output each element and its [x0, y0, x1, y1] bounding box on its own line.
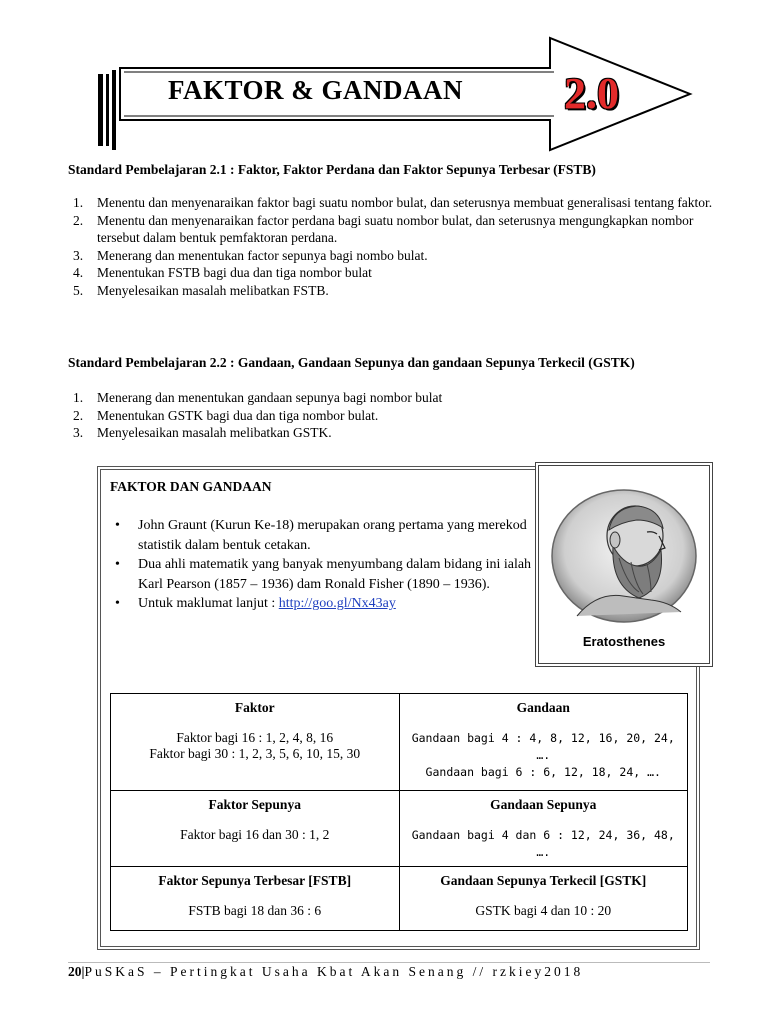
item-number: 5. — [73, 282, 84, 298]
cell-line: Faktor bagi 30 : 1, 2, 3, 5, 6, 10, 15, 30 — [149, 746, 361, 761]
cell-heading: Gandaan Sepunya Terkecil [GSTK] — [440, 873, 647, 888]
more-info-link[interactable]: http://goo.gl/Nx43ay — [278, 596, 396, 611]
list-item — [68, 282, 718, 300]
cell-line: GSTK bagi 4 dan 10 : 20 — [475, 903, 612, 918]
table-cell — [399, 867, 688, 931]
cell-line: Gandaan bagi 4 : 4, 8, 12, 16, 20, 24, …. — [411, 731, 675, 762]
list-item — [68, 194, 718, 212]
portrait-caption: Eratosthenes — [582, 634, 666, 649]
list-item — [68, 264, 718, 282]
item-number: 1. — [73, 195, 84, 210]
list-item — [68, 407, 718, 425]
item-text: Menentu dan menyenaraikan faktor bagi suatu nombor bulat, dan seterusnya membuat generalisasi tentang faktor. — [97, 195, 713, 210]
cell-line: Faktor bagi 16 dan 30 : 1, 2 — [180, 827, 330, 842]
footer-divider — [68, 962, 710, 963]
list-item — [112, 594, 532, 614]
bullet: • — [115, 557, 120, 572]
cell-line: Faktor bagi 16 : 1, 2, 4, 8, 16 — [176, 730, 334, 745]
portrait-frame — [535, 462, 713, 667]
item-text: Menerang dan menentukan factor sepunya bagi nombo bulat. — [97, 247, 428, 263]
sp2-heading: Standard Pembelajaran 2.2 : Gandaan, Gandaan Sepunya dan gandaan Sepunya Terkecil (GSTK) — [68, 355, 635, 370]
chapter-banner — [88, 32, 708, 152]
item-text: Menentu dan menyenaraikan factor perdana bagi suatu nombor bulat, dan seterusnya mengungkapkan nombor tersebut dalam bentuk pemfaktoran perdana. — [97, 212, 694, 245]
cell-heading: Faktor Sepunya — [208, 797, 301, 812]
list-item — [68, 247, 718, 265]
bullet: • — [115, 518, 120, 533]
item-text: Menentukan FSTB bagi dua dan tiga nombor bulat — [97, 265, 372, 280]
sp1-heading: Standard Pembelajaran 2.1 : Faktor, Faktor Perdana dan Faktor Sepunya Terbesar (FSTB) — [68, 162, 596, 177]
footer-separator: | — [81, 964, 85, 979]
item-text: Menentukan GSTK bagi dua dan tiga nombor bulat. — [97, 407, 379, 423]
facts-list — [112, 516, 532, 614]
fact-text: Dua ahli matematik yang banyak menyumbang dalam bidang ini ialah Karl Pearson (1857 – 1936) dam Ronald Fisher (1890 – 1936). — [138, 557, 532, 592]
list-item — [112, 516, 532, 555]
footer-text: PuSKaS – Pertingkat Usaha Kbat Akan Senang // rzkiey2018 — [84, 964, 584, 979]
table-cell — [399, 694, 688, 791]
bullet: • — [115, 596, 120, 611]
table-row — [111, 791, 688, 867]
list-item — [68, 389, 718, 407]
factor-multiple-table — [110, 693, 688, 931]
item-text: Menerang dan menentukan gandaan sepunya bagi nombor bulat — [97, 390, 443, 405]
table-row — [111, 867, 688, 931]
cell-line: FSTB bagi 18 dan 36 : 6 — [188, 903, 322, 918]
cell-line: Gandaan bagi 6 : 6, 12, 18, 24, …. — [425, 765, 661, 779]
item-number: 3. — [73, 425, 84, 440]
list-item — [68, 424, 718, 442]
page-footer — [68, 964, 583, 980]
item-number: 3. — [73, 247, 84, 263]
item-number: 1. — [73, 390, 84, 405]
item-number: 2. — [73, 407, 84, 423]
table-cell — [399, 791, 688, 867]
page-number: 20 — [68, 964, 82, 979]
eratosthenes-portrait-image — [547, 488, 701, 628]
table-cell — [111, 791, 400, 867]
cell-heading: Faktor — [234, 700, 275, 715]
cell-heading: Gandaan — [516, 700, 570, 715]
item-number: 2. — [73, 212, 84, 228]
cell-heading: Gandaan Sepunya — [490, 797, 597, 812]
info-box-title: FAKTOR DAN GANDAAN — [110, 479, 272, 494]
item-number: 4. — [73, 265, 84, 280]
sp2-list — [68, 389, 718, 442]
table-cell — [111, 694, 400, 791]
item-text: Menyelesaikan masalah melibatkan FSTB. — [97, 282, 329, 298]
table-row — [111, 694, 688, 791]
list-item — [68, 212, 718, 247]
cell-line: Gandaan bagi 4 dan 6 : 12, 24, 36, 48, …. — [411, 828, 675, 859]
chapter-number: 2.0 — [564, 69, 619, 118]
table-cell — [111, 867, 400, 931]
cell-heading: Faktor Sepunya Terbesar [FSTB] — [158, 873, 352, 888]
fact-text: Untuk maklumat lanjut : — [138, 596, 279, 611]
chapter-title: FAKTOR & GANDAAN — [168, 75, 463, 105]
item-text: Menyelesaikan masalah melibatkan GSTK. — [97, 425, 332, 440]
sp1-list — [68, 194, 718, 299]
list-item — [112, 555, 532, 594]
fact-text: John Graunt (Kurun Ke-18) merupakan orang pertama yang merekod statistik dalam bentuk cetakan. — [138, 518, 527, 553]
